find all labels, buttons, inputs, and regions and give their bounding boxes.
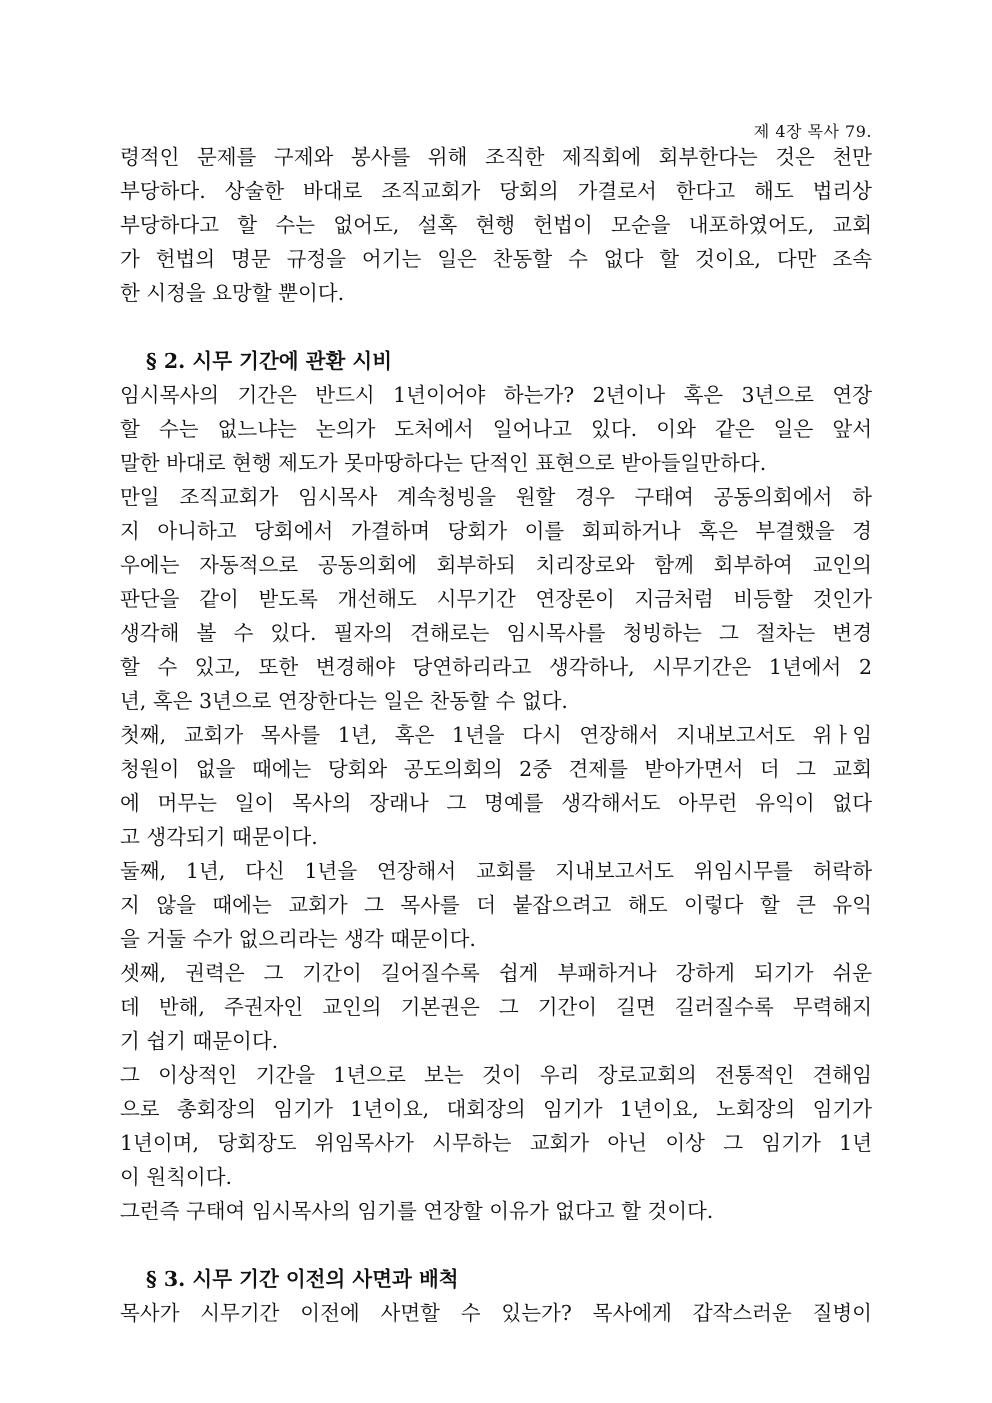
text-line: 청원이 없을 때에는 당회와 공도의회의 2중 견제를 받아가면서 더 그 교회 [120,757,872,781]
text-line: 데 반해, 주권자인 교인의 기본권은 그 기간이 길면 길러질수록 무력해지 [120,995,872,1019]
text-line: 셋째, 권력은 그 기간이 길어질수록 쉽게 부패하거나 강하게 되기가 쉬운 [120,961,872,985]
text-line: 말한 바대로 현행 제도가 못마땅하다는 단적인 표현으로 받아들일만하다. [120,451,767,475]
text-line: 그 이상적인 기간을 1년으로 보는 것이 우리 장로교회의 전통적인 견해임 [120,1063,872,1087]
text-line: 기 쉽기 때문이다. [120,1029,279,1053]
text-line: 할 수는 없느냐는 논의가 도처에서 일어나고 있다. 이와 같은 일은 앞서 [120,417,872,441]
text-line: 령적인 문제를 구제와 봉사를 위해 조직한 제직회에 회부한다는 것은 천만 [120,145,872,169]
text-line: 에 머무는 일이 목사의 장래나 그 명예를 생각해서도 아무런 유익이 없다 [120,791,872,815]
section-spacer [120,310,872,344]
section-heading: § 3. 시무 기간 이전의 사면과 배척 [146,1267,459,1291]
text-line: 그런즉 구태여 임시목사의 임기를 연장할 이유가 없다고 할 것이다. [120,1199,714,1223]
text-line: 한 시정을 요망할 뿐이다. [120,281,345,305]
text-line: 부당하다. 상술한 바대로 조직교회가 당회의 가결로서 한다고 해도 법리상 [120,179,872,203]
text-line: 우에는 자동적으로 공동의회에 회부하되 치리장로와 함께 회부하여 교인의 [120,553,872,577]
text-line: 만일 조직교회가 임시목사 계속청빙을 원할 경우 구태여 공동의회에서 하 [120,485,872,509]
text-line: 생각해 볼 수 있다. 필자의 견해로는 임시목사를 청빙하는 그 절차는 변경 [120,621,872,645]
section-3 [120,1262,872,1330]
section-spacer [120,1228,872,1262]
text-line: 으로 총회장의 임기가 1년이요, 대회장의 임기가 1년이요, 노회장의 임기가 [120,1097,872,1121]
text-line: 지 않을 때에는 교회가 그 목사를 더 붙잡으려고 해도 이렇다 할 큰 유익 [120,893,872,917]
text-line: 판단을 같이 받도록 개선해도 시무기간 연장론이 지금처럼 비등할 것인가 [120,587,872,611]
text-line: 둘째, 1년, 다신 1년을 연장해서 교회를 지내보고서도 위임시무를 허락하 [120,859,872,883]
text-line: 지 아니하고 당회에서 가결하며 당회가 이를 회피하거나 혹은 부결했을 경 [120,519,872,543]
page-body [120,140,872,1330]
text-line: 을 거둘 수가 없으리라는 생각 때문이다. [120,927,476,951]
section-2 [120,344,872,1228]
text-line: 임시목사의 기간은 반드시 1년이어야 하는가? 2년이나 혹은 3년으로 연장 [120,383,872,407]
running-head: 제 4장 목사 79. [753,122,872,141]
text-line: 년, 혹은 3년으로 연장한다는 일은 찬동할 수 없다. [120,689,568,713]
text-line: 이 원칙이다. [120,1165,233,1189]
text-line: 부당하다고 할 수는 없어도, 설혹 현행 헌법이 모순을 내포하였어도, 교회 [120,213,872,237]
text-line: 가 헌법의 명문 규정을 어기는 일은 찬동할 수 없다 할 것이요, 다만 조속 [120,247,872,271]
text-line: 1년이며, 당회장도 위임목사가 시무하는 교회가 아닌 이상 그 임기가 1년 [120,1131,872,1155]
section-heading: § 2. 시무 기간에 관환 시비 [146,349,393,373]
text-line: 고 생각되기 때문이다. [120,825,318,849]
intro-paragraph [120,140,872,310]
text-line: 목사가 시무기간 이전에 사면할 수 있는가? 목사에게 갑작스러운 질병이 [120,1301,872,1325]
text-line: 할 수 있고, 또한 변경해야 당연하리라고 생각하나, 시무기간은 1년에서 2 [120,655,872,679]
text-line: 첫째, 교회가 목사를 1년, 혹은 1년을 다시 연장해서 지내보고서도 위ㅏ임 [120,723,872,747]
